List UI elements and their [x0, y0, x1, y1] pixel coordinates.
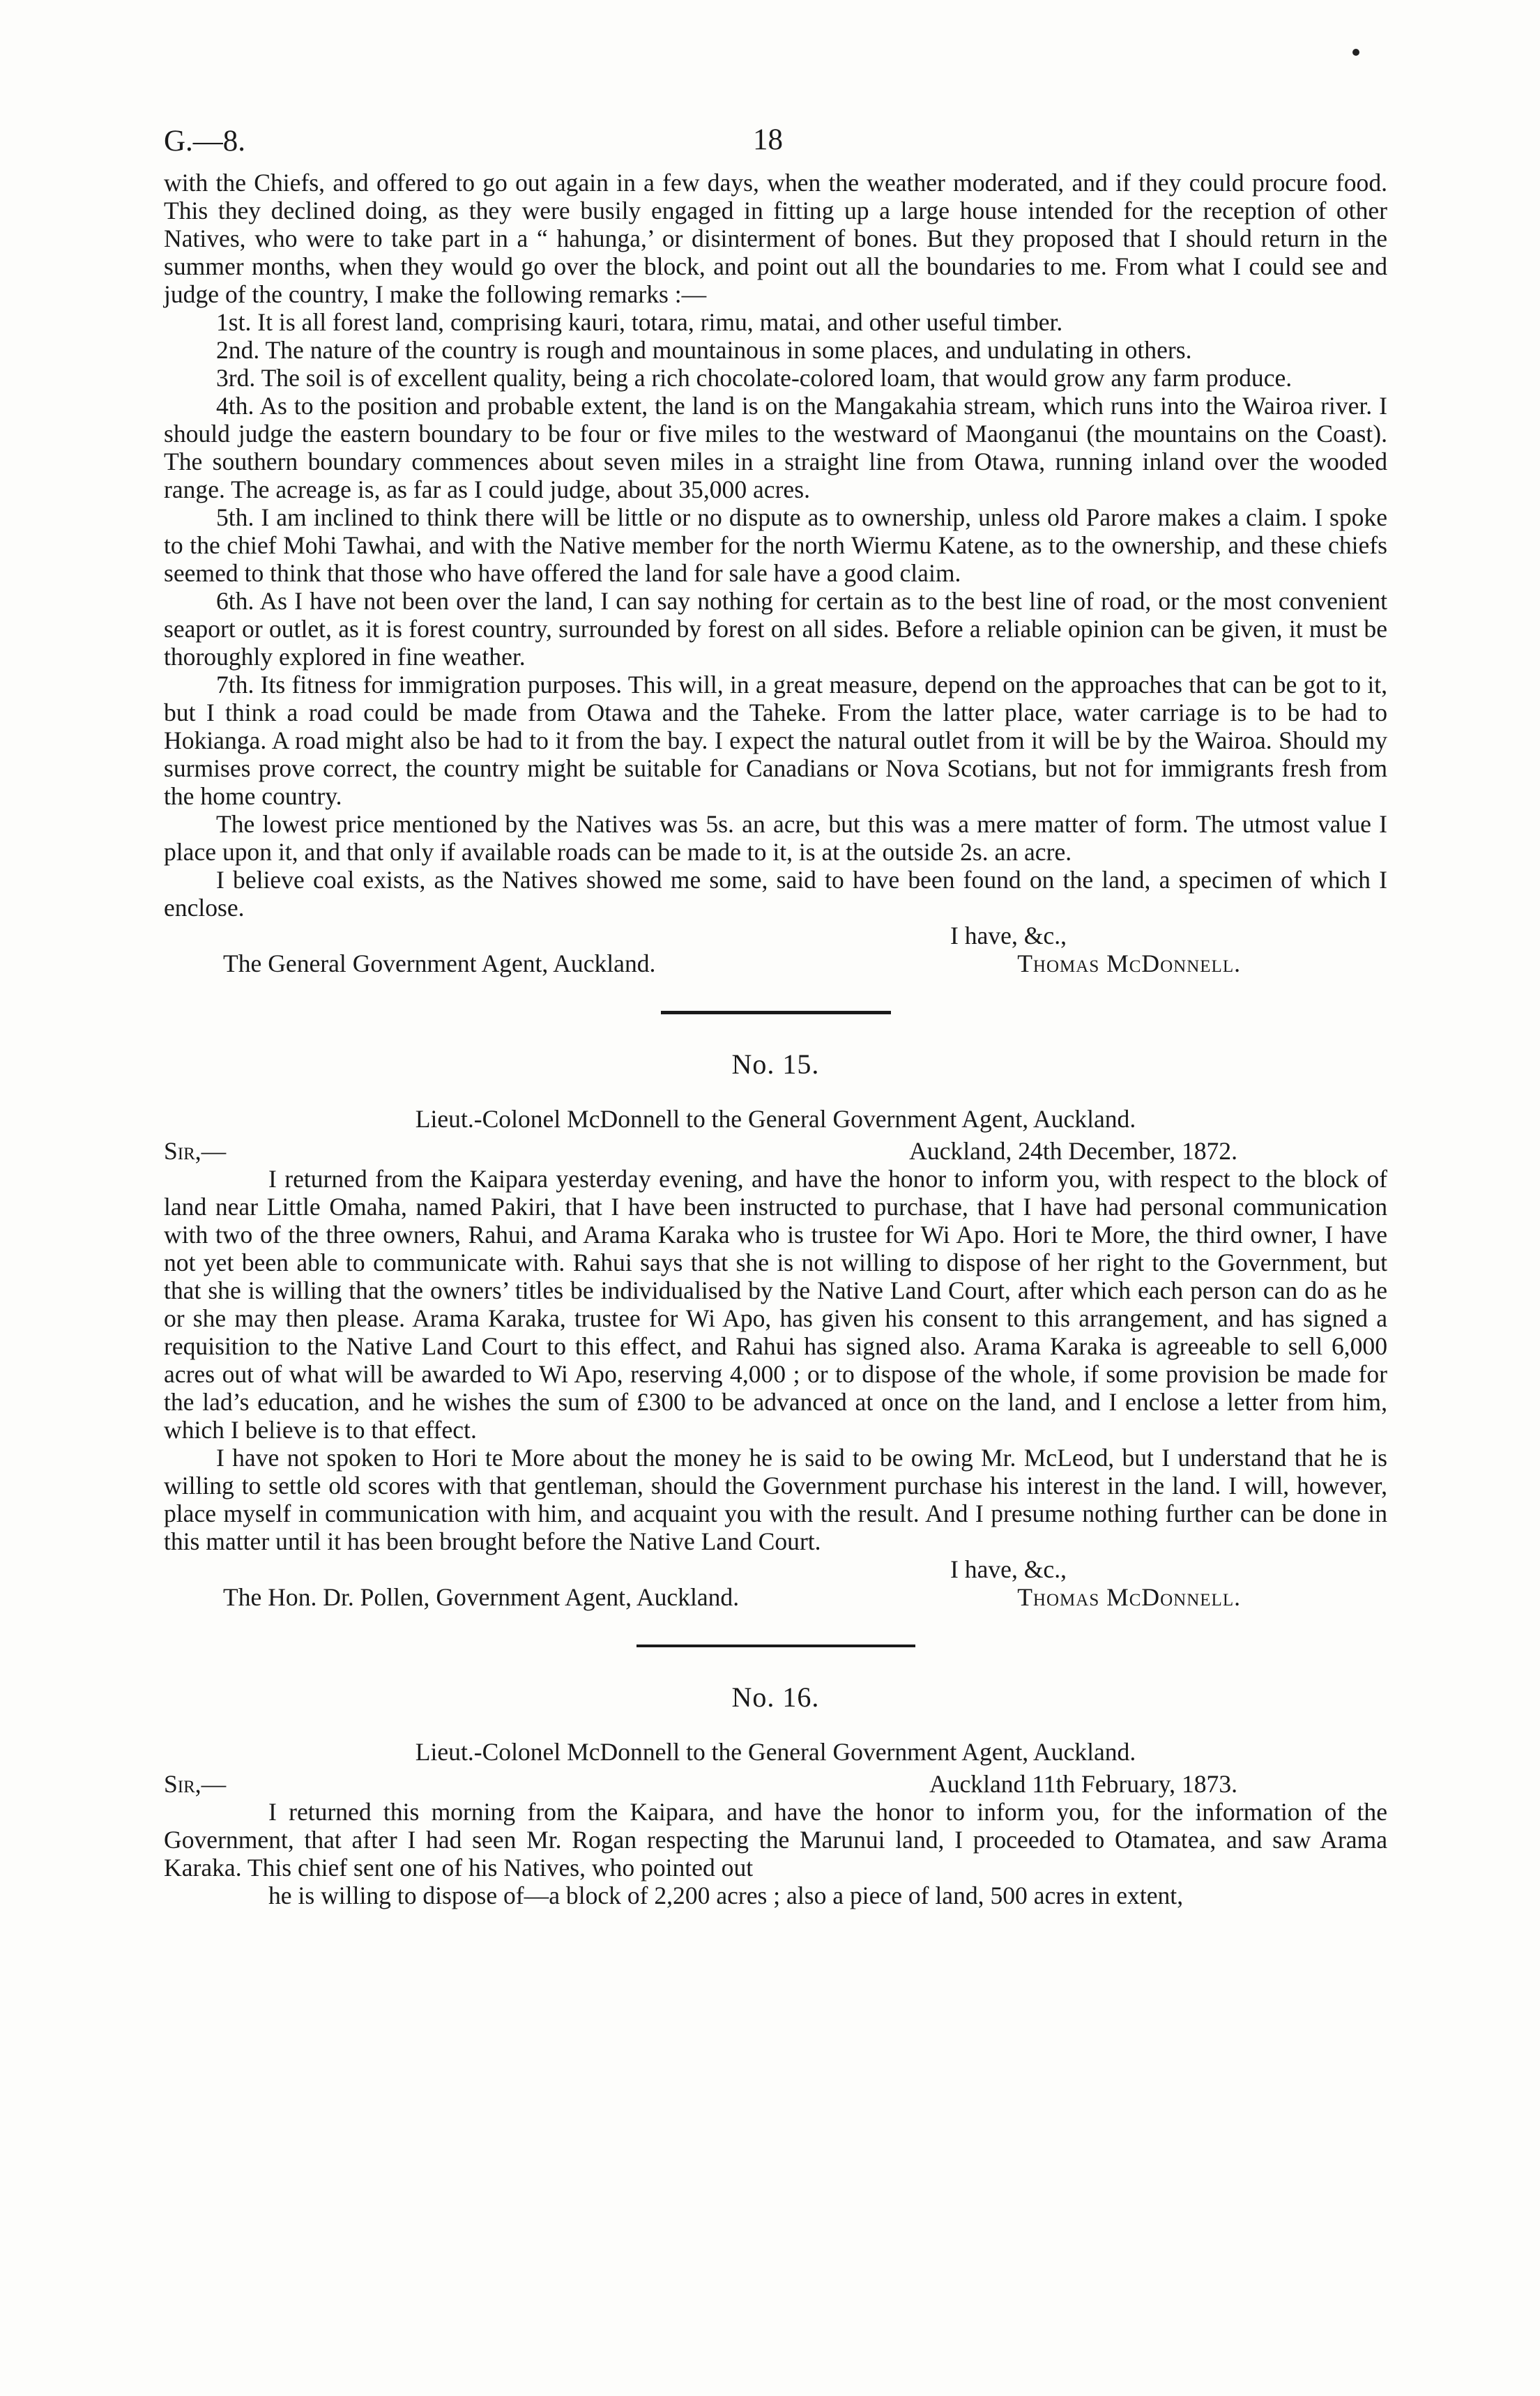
salutation: Sir,— — [164, 1137, 227, 1165]
addressee: The Hon. Dr. Pollen, Government Agent, Auckland. — [223, 1583, 740, 1611]
paragraph: 3rd. The soil is of excellent quality, being a rich chocolate-colored loam, that would grow any farm produce. — [216, 364, 1293, 392]
paragraph: with the Chiefs, and offered to go out again in a few days, when the weather moderated, and if they could procure food. This they declined doing, as they were busily engaged in fitting up a large house intended for the reception of other Natives, who were to take part in a “ hahunga,’ or disinterment of bones. But they proposed that I should return in the summer months, when they would go over the block, and point out all the boundaries to me. From what I could see and judge of the country, I make the following remarks :— — [164, 169, 1387, 308]
paragraph: 4th. As to the position and probable extent, the land is on the Mangakahia stream, which runs into the Wairoa river. I should judge the eastern boundary to be four or five miles to the westward of Maonganui (the mountains on the Coast). The southern boundary commences about seven miles in a straight line from Otawa, running inland over the wooded range. The acreage is, as far as I could judge, about 35,000 acres. — [164, 392, 1387, 503]
section-divider — [661, 1011, 891, 1014]
paragraph: he is willing to dispose of—a block of 2,200 acres ; also a piece of land, 500 acres in extent, — [268, 1882, 1184, 1909]
salutation-row — [164, 1137, 1387, 1165]
salutation-row — [164, 1770, 1387, 1798]
letter-title: Lieut.-Colonel McDonnell to the General Government Agent, Auckland. — [415, 1738, 1136, 1766]
paragraph: 2nd. The nature of the country is rough and mountainous in some places, and undulating in others. — [216, 336, 1192, 364]
signature-row — [164, 949, 1387, 977]
addressee: The General Government Agent, Auckland. — [223, 949, 656, 977]
paragraph: I believe coal exists, as the Natives showed me some, said to have been found on the land, a specimen of which I enclose. — [164, 866, 1387, 922]
document-reference: G.—8. — [164, 125, 246, 158]
page-header — [164, 105, 1387, 160]
salutation: Sir,— — [164, 1770, 227, 1798]
page-number: 18 — [753, 123, 783, 156]
ink-dot — [1352, 49, 1359, 56]
signature: Thomas McDonnell. — [1017, 949, 1241, 977]
letter-number: No. 16. — [731, 1681, 820, 1713]
paragraph: I returned from the Kaipara yesterday evening, and have the honor to inform you, with respect to the block of land near Little Omaha, named Pakiri, that I have been instructed to purchase, that I have had personal communication with two of the three owners, Rahui, and Arama Karaka who is trustee for Wi Apo. Hori te More, the third owner, I have not yet been able to communicate with. Rahui says that she is not willing to dispose of her right to the Government, but that she is willing that the owners’ titles be individualised by the Native Land Court, after which each person can do as he or she may then please. Arama Karaka, trustee for Wi Apo, has given his consent to this arrangement, and has signed a requisition to the Native Land Court to this effect, and Rahui has signed also. Arama Karaka is agreeable to sell 6,000 acres out of what will be awarded to Wi Apo, reserving 4,000 ; or to dispose of the whole, if some provision be made for the lad’s education, and he wishes the sum of £300 to be advanced at once on the land, and I enclose a letter from him, which I believe is to that effect. — [164, 1165, 1387, 1444]
section-1 — [164, 169, 1387, 1909]
letter-date: Auckland, 24th December, 1872. — [909, 1137, 1237, 1165]
paragraph: I have not spoken to Hori te More about the money he is said to be owing Mr. McLeod, but I understand that he is willing to settle old scores with that gentleman, should the Government purchase his interest in the land. I will, however, place myself in communication with him, and acquaint you with the result. And I presume nothing further can be done in this matter until it has been brought before the Native Land Court. — [164, 1444, 1387, 1555]
signature: Thomas McDonnell. — [1017, 1583, 1241, 1611]
signature-row — [164, 1583, 1387, 1611]
paragraph: The lowest price mentioned by the Natives was 5s. an acre, but this was a mere matter of form. The utmost value I place upon it, and that only if available roads can be made to it, is at the outside 2s. an acre. — [164, 810, 1387, 866]
letter-number: No. 15. — [731, 1048, 820, 1080]
paragraph: 1st. It is all forest land, comprising kauri, totara, rimu, matai, and other useful timber. — [216, 308, 1063, 336]
section-divider — [636, 1645, 915, 1647]
letter-title: Lieut.-Colonel McDonnell to the General Government Agent, Auckland. — [415, 1105, 1136, 1133]
paragraph: I returned this morning from the Kaipara, and have the honor to inform you, for the information of the Government, that after I had seen Mr. Rogan respecting the Marunui land, I proceeded to Otamatea, and saw Arama Karaka. This chief sent one of his Natives, who pointed out — [164, 1798, 1387, 1882]
closing: I have, &c., — [950, 922, 1067, 949]
paragraph: 7th. Its fitness for immigration purposes. This will, in a great measure, depend on the approaches that can be got to it, but I think a road could be made from Otawa and the Taheke. From the latter place, water carriage is to be had to Hokianga. A road might also be had to it from the bay. I expect the natural outlet from it will be by the Wairoa. Should my surmises prove correct, the country might be suitable for Canadians or Nova Scotians, but not for immigrants fresh from the home country. — [164, 671, 1387, 810]
closing: I have, &c., — [950, 1555, 1067, 1583]
paragraph: 5th. I am inclined to think there will be little or no dispute as to ownership, unless old Parore makes a claim. I spoke to the chief Mohi Tawhai, and with the Native member for the north Wiermu Katene, as to the ownership, and these chiefs seemed to think that those who have offered the land for sale have a good claim. — [164, 503, 1387, 587]
document-page — [164, 105, 1387, 1909]
letter-date: Auckland 11th February, 1873. — [929, 1770, 1237, 1798]
paragraph: 6th. As I have not been over the land, I can say nothing for certain as to the best line of road, or the most convenient seaport or outlet, as it is forest country, surrounded by forest on all sides. Before a reliable opinion can be given, it must be thoroughly explored in fine weather. — [164, 587, 1387, 671]
